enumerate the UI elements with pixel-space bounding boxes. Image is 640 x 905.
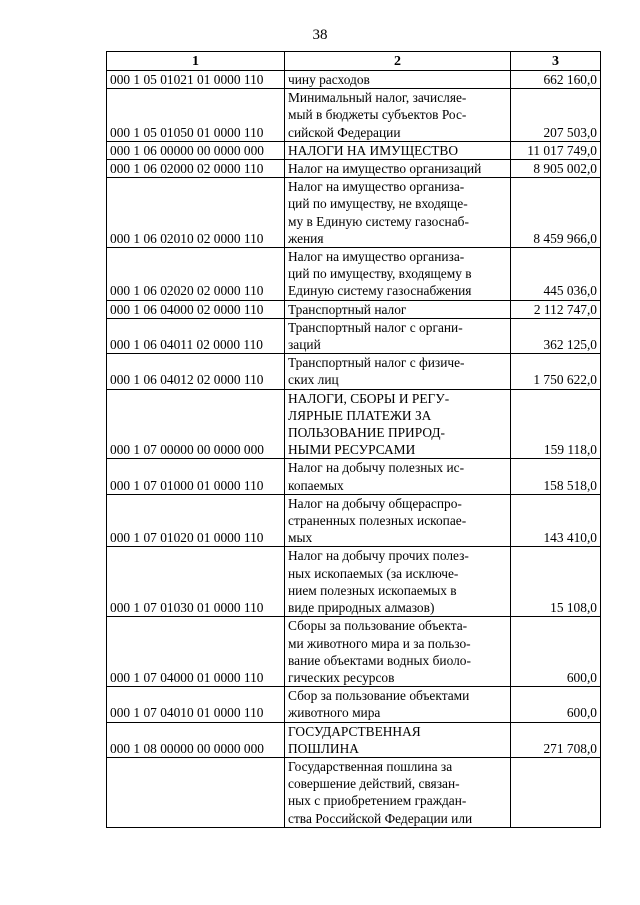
- revenue-name-line: НАЛОГИ НА ИМУЩЕСТВО: [288, 142, 458, 158]
- table-header-row: [107, 52, 601, 71]
- revenue-name-line: Транспортный налог с органи-: [288, 319, 463, 335]
- revenue-name-line: страненных полезных ископае-: [288, 513, 467, 529]
- revenue-name-line: виде природных алмазов): [288, 600, 435, 616]
- amount-cell: 445 036,0: [511, 248, 601, 301]
- revenue-name-line: совершение действий, связан-: [288, 776, 460, 792]
- table-row: [107, 354, 601, 389]
- amount-cell: 143 410,0: [511, 494, 601, 547]
- revenue-name-line: ства Российской Федерации или: [288, 810, 473, 826]
- revenue-name-line: жения: [288, 230, 324, 246]
- revenue-name-line: мый в бюджеты субъектов Рос-: [288, 107, 467, 123]
- budget-code-cell: 000 1 08 00000 00 0000 000: [107, 722, 285, 757]
- amount-cell: 1 750 622,0: [511, 354, 601, 389]
- revenue-name-cell: [285, 389, 511, 459]
- budget-code-cell: [107, 757, 285, 827]
- budget-code-cell: 000 1 06 04012 02 0000 110: [107, 354, 285, 389]
- revenue-name-line: Налог на имущество организа-: [288, 179, 465, 195]
- revenue-name-line: му в Единую систему газоснаб-: [288, 213, 469, 229]
- budget-code-cell: 000 1 06 02000 02 0000 110: [107, 160, 285, 178]
- budget-code-cell: 000 1 05 01021 01 0000 110: [107, 71, 285, 89]
- table-row: [107, 547, 601, 617]
- revenue-name-cell: [285, 617, 511, 687]
- amount-cell: 15 108,0: [511, 547, 601, 617]
- revenue-name-line: Налог на имущество организаций: [288, 161, 482, 177]
- revenue-name-cell: [285, 141, 511, 159]
- revenue-name-line: животного мира: [288, 705, 381, 721]
- revenue-name-line: Сборы за пользование объекта-: [288, 618, 468, 634]
- amount-cell: 207 503,0: [511, 89, 601, 142]
- budget-code-cell: 000 1 06 02020 02 0000 110: [107, 248, 285, 301]
- table-row: [107, 617, 601, 687]
- budget-code-cell: 000 1 07 01000 01 0000 110: [107, 459, 285, 494]
- revenue-name-cell: [285, 459, 511, 494]
- budget-code-cell: 000 1 06 04011 02 0000 110: [107, 318, 285, 353]
- revenue-name-line: Налог на добычу общераспро-: [288, 495, 462, 511]
- page-number: 38: [312, 27, 328, 43]
- table-row: [107, 178, 601, 248]
- revenue-name-cell: [285, 160, 511, 178]
- budget-code-cell: 000 1 07 04000 01 0000 110: [107, 617, 285, 687]
- budget-code-cell: 000 1 06 00000 00 0000 000: [107, 141, 285, 159]
- table-body: [107, 71, 601, 828]
- revenue-name-line: Государственная пошлина за: [288, 758, 453, 774]
- amount-cell: 159 118,0: [511, 389, 601, 459]
- revenue-name-line: чину расходов: [288, 72, 370, 87]
- amount-cell: 11 017 749,0: [511, 141, 601, 159]
- revenue-name-cell: [285, 722, 511, 757]
- revenue-name-line: Минимальный налог, зачисляе-: [288, 90, 467, 106]
- amount-cell: 2 112 747,0: [511, 300, 601, 318]
- table-row: [107, 141, 601, 159]
- column-header-amount: 3: [511, 52, 601, 71]
- revenue-name-line: Налог на добычу полезных ис-: [288, 460, 465, 476]
- table-row: [107, 71, 601, 89]
- budget-code-cell: 000 1 07 01030 01 0000 110: [107, 547, 285, 617]
- table-row: [107, 89, 601, 142]
- revenue-name-line: мых: [288, 530, 313, 546]
- revenue-name-line: ГОСУДАРСТВЕННАЯ: [288, 723, 421, 739]
- table-row: [107, 318, 601, 353]
- amount-cell: 8 459 966,0: [511, 178, 601, 248]
- revenue-name-line: Транспортный налог с физиче-: [288, 355, 465, 371]
- revenue-name-line: сийской Федерации: [288, 124, 401, 140]
- budget-code-cell: 000 1 07 01020 01 0000 110: [107, 494, 285, 547]
- revenue-name-line: ций по имуществу, не входяще-: [288, 196, 468, 212]
- revenue-name-cell: [285, 178, 511, 248]
- column-header-name: 2: [285, 52, 511, 71]
- revenue-name-line: ЛЯРНЫЕ ПЛАТЕЖИ ЗА: [288, 407, 432, 423]
- revenue-name-line: нием полезных ископаемых в: [288, 582, 457, 598]
- revenue-name-cell: [285, 687, 511, 722]
- budget-code-cell: 000 1 07 04010 01 0000 110: [107, 687, 285, 722]
- revenue-name-line: копаемых: [288, 477, 344, 493]
- table-row: [107, 300, 601, 318]
- table-row: [107, 687, 601, 722]
- revenue-name-line: ПОШЛИНА: [288, 740, 359, 756]
- budget-code-cell: 000 1 06 02010 02 0000 110: [107, 178, 285, 248]
- budget-code-cell: 000 1 07 00000 00 0000 000: [107, 389, 285, 459]
- amount-cell: 8 905 002,0: [511, 160, 601, 178]
- amount-cell: 271 708,0: [511, 722, 601, 757]
- budget-code-cell: 000 1 06 04000 02 0000 110: [107, 300, 285, 318]
- revenue-name-line: Налог на добычу прочих полез-: [288, 548, 469, 564]
- table-row: [107, 248, 601, 301]
- table-row: [107, 757, 601, 827]
- revenue-name-line: НАЛОГИ, СБОРЫ И РЕГУ-: [288, 390, 450, 406]
- revenue-name-line: ных с приобретением граждан-: [288, 793, 467, 809]
- revenue-name-cell: [285, 318, 511, 353]
- table-row: [107, 459, 601, 494]
- revenue-name-cell: [285, 494, 511, 547]
- budget-code-cell: 000 1 05 01050 01 0000 110: [107, 89, 285, 142]
- revenue-name-cell: [285, 300, 511, 318]
- amount-cell: 158 518,0: [511, 459, 601, 494]
- revenue-name-cell: [285, 354, 511, 389]
- revenue-name-line: ми животного мира и за пользо-: [288, 635, 471, 651]
- revenue-name-line: ных ископаемых (за исключе-: [288, 565, 459, 581]
- revenue-name-line: ских лиц: [288, 372, 339, 388]
- revenue-name-cell: [285, 89, 511, 142]
- revenue-name-line: НЫМИ РЕСУРСАМИ: [288, 442, 416, 458]
- table-row: [107, 722, 601, 757]
- amount-cell: 600,0: [511, 687, 601, 722]
- amount-cell: [511, 757, 601, 827]
- table-row: [107, 389, 601, 459]
- table-row: [107, 160, 601, 178]
- amount-cell: 362 125,0: [511, 318, 601, 353]
- revenue-name-line: заций: [288, 337, 321, 353]
- amount-cell: 662 160,0: [511, 71, 601, 89]
- revenue-name-line: гических ресурсов: [288, 669, 395, 685]
- revenue-name-cell: [285, 757, 511, 827]
- revenue-name-line: вание объектами водных биоло-: [288, 652, 471, 668]
- revenue-name-line: Сбор за пользование объектами: [288, 688, 470, 704]
- revenue-name-cell: [285, 248, 511, 301]
- revenue-name-cell: [285, 547, 511, 617]
- revenue-name-line: Транспортный налог: [288, 301, 407, 317]
- revenue-name-cell: [285, 71, 511, 89]
- revenue-name-line: Единую систему газоснабжения: [288, 283, 472, 299]
- budget-revenue-table: [106, 51, 601, 828]
- column-header-code: 1: [107, 52, 285, 71]
- revenue-name-line: ций по имуществу, входящему в: [288, 266, 472, 282]
- table-row: [107, 494, 601, 547]
- revenue-name-line: ПОЛЬЗОВАНИЕ ПРИРОД-: [288, 425, 445, 441]
- amount-cell: 600,0: [511, 617, 601, 687]
- revenue-name-line: Налог на имущество организа-: [288, 249, 465, 265]
